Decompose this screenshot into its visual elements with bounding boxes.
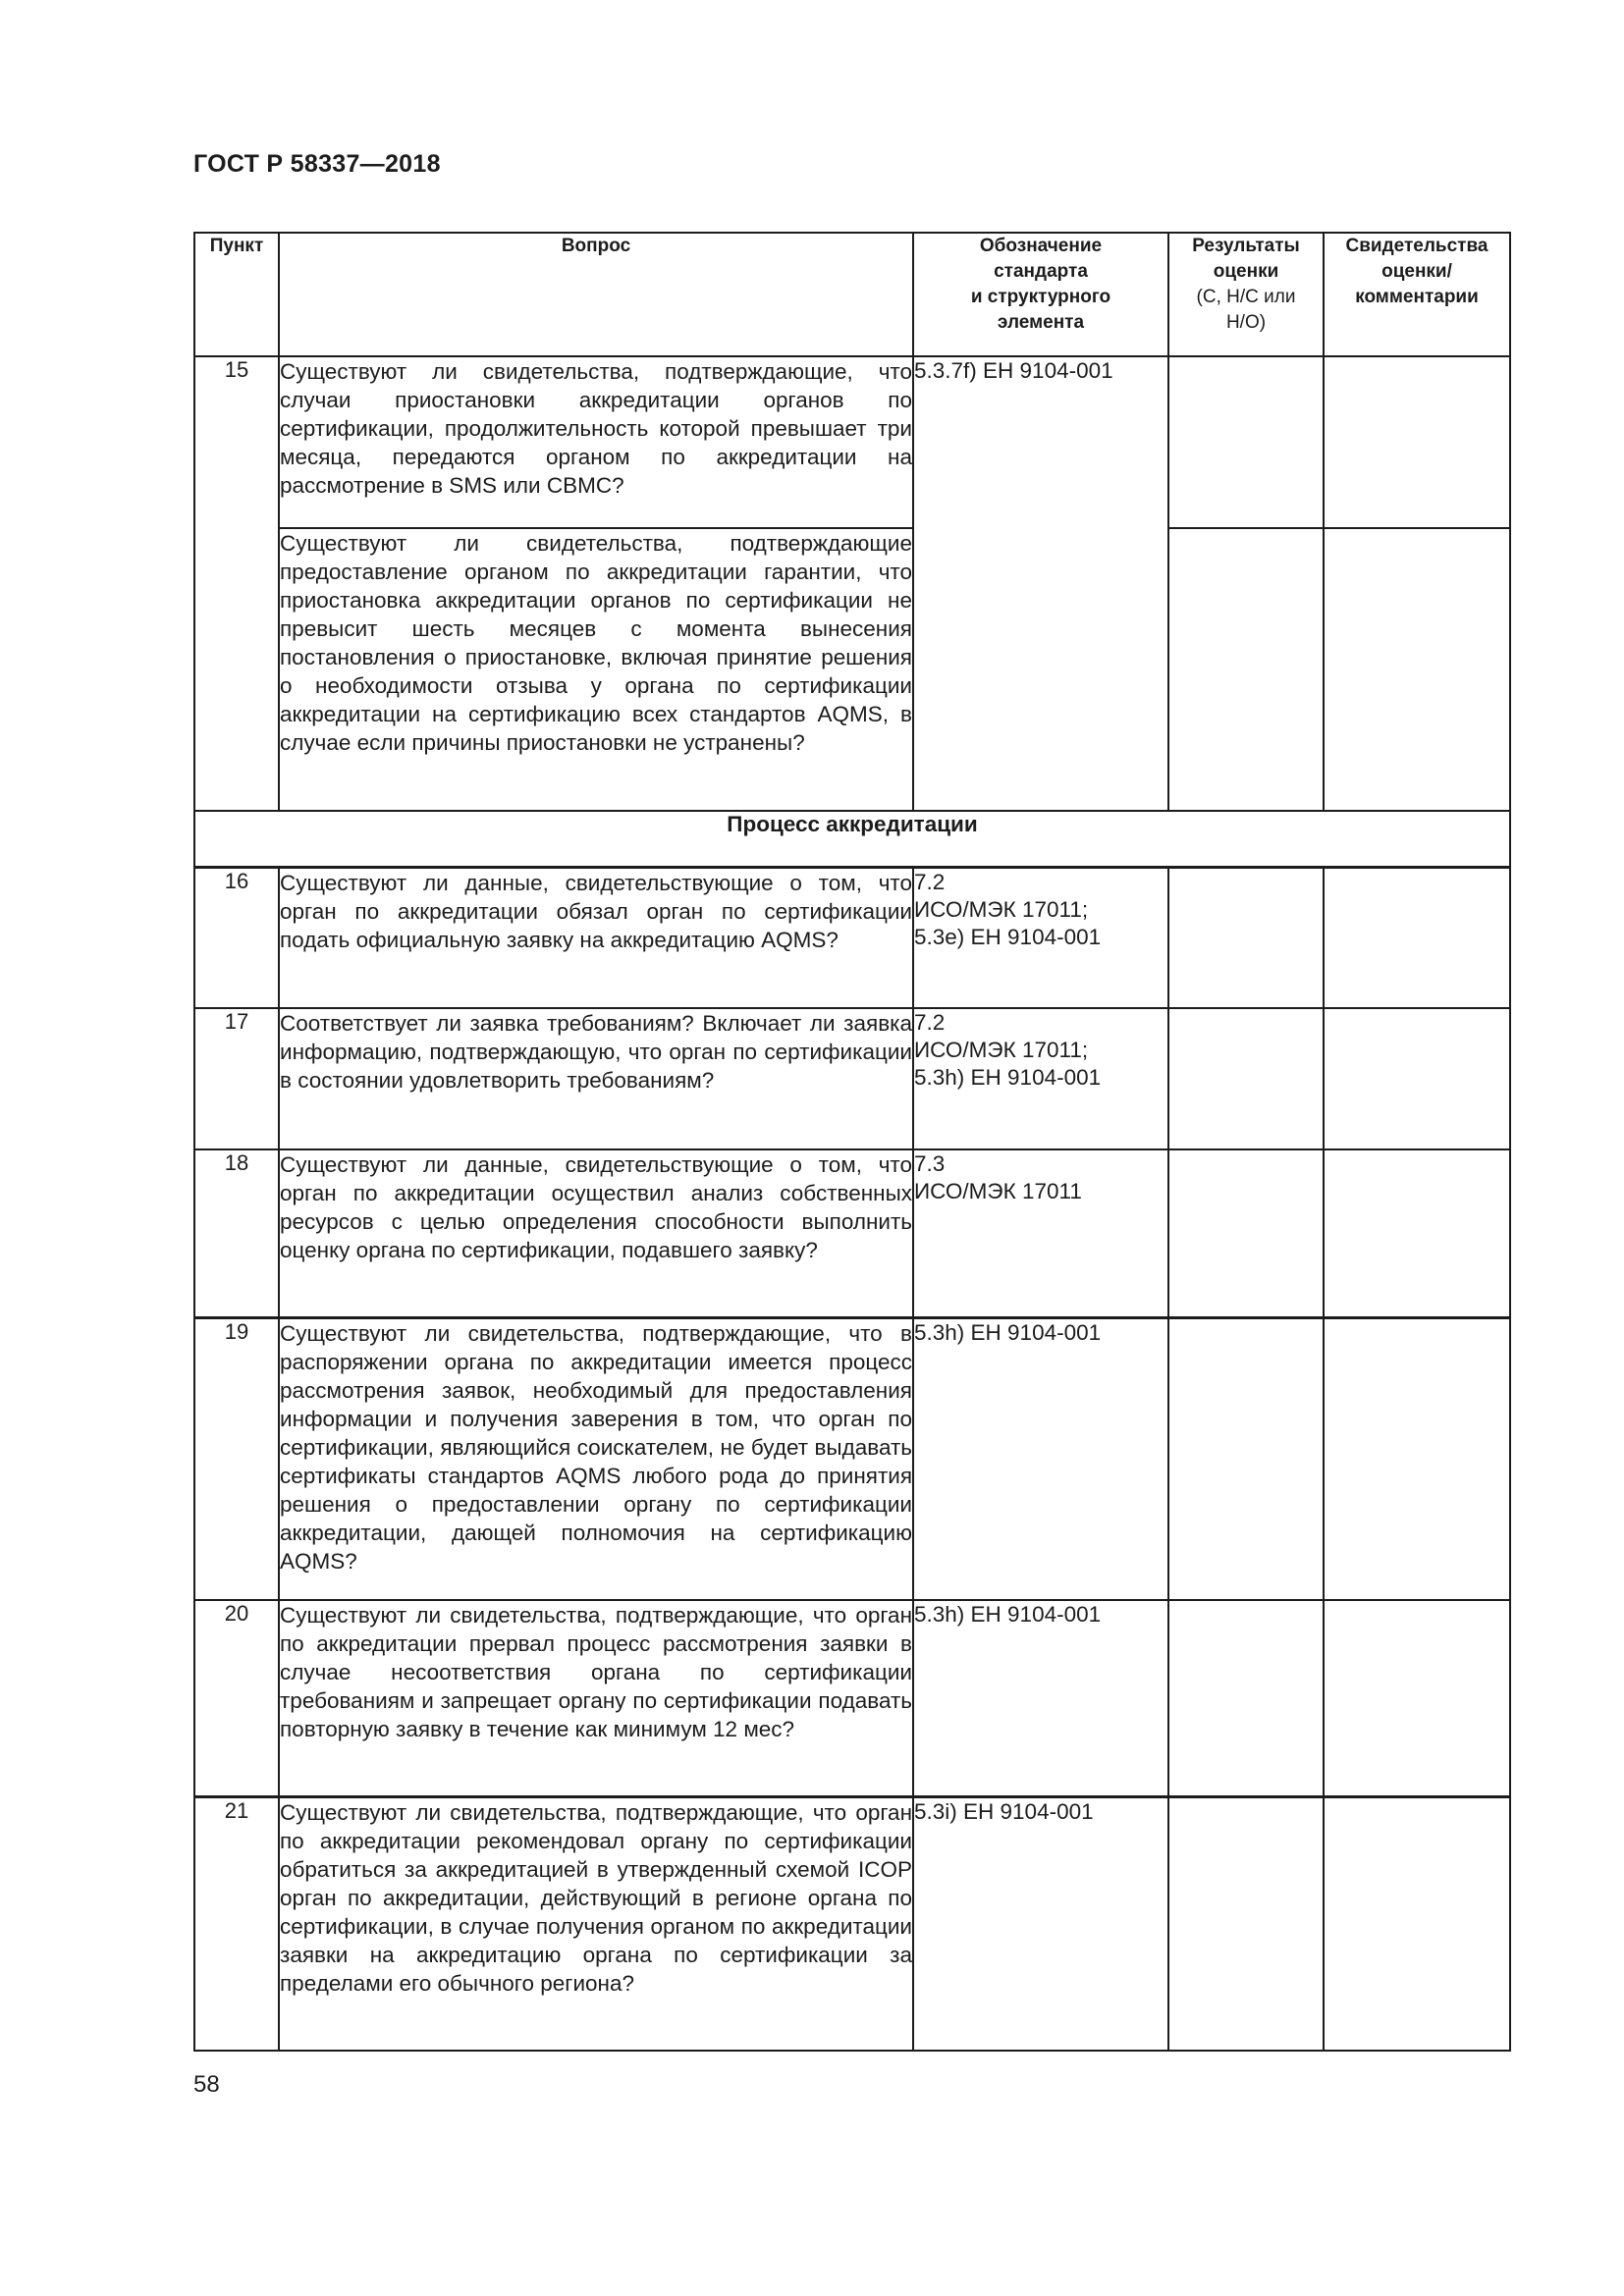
standard-cell (913, 868, 1168, 1008)
row-number: 17 (194, 1008, 279, 1149)
column-header-standard (913, 233, 1168, 356)
table-row (194, 356, 1510, 528)
question-cell: Соответствует ли заявка требованиям? Включает ли заявка информацию, подтверждающую, что орган по сертификации в состоянии удовлетворить требованиям? (279, 1008, 913, 1149)
standard-line: 5.3e) ЕН 9104-001 (914, 925, 1102, 949)
standard-line: 7.2 (914, 1009, 946, 1035)
standard-line: ИСО/МЭК 17011; (914, 897, 1089, 922)
evidence-cell[interactable] (1324, 1149, 1510, 1318)
header-line: оценки (1213, 261, 1279, 282)
standard-line: 5.3h) ЕН 9104-001 (914, 1064, 1102, 1090)
assessment-checklist-table (193, 232, 1511, 2052)
standard-line: 7.3 (914, 1150, 946, 1176)
result-cell[interactable] (1168, 1008, 1324, 1149)
table-row (194, 868, 1510, 1008)
result-cell[interactable] (1168, 356, 1324, 528)
header-line: и структурного (970, 287, 1111, 307)
standard-cell (913, 1797, 1168, 2051)
result-cell[interactable] (1168, 1600, 1324, 1797)
evidence-cell[interactable] (1324, 356, 1510, 528)
document-title: ГОСТ Р 58337—2018 (193, 150, 441, 178)
question-cell: Существуют ли свидетельства, подтверждающие, что случаи приостановки аккредитации органов по сертификации, продолжительность которой превышает три месяца, передаются органом по аккредитации на рассмотрение в SMS или CBMC? (279, 356, 913, 528)
column-header-num: Пункт (194, 233, 279, 356)
table-row (194, 1318, 1510, 1600)
column-header-question: Вопрос (279, 233, 913, 356)
standard-cell (913, 1318, 1168, 1600)
row-number: 19 (194, 1318, 279, 1600)
result-cell[interactable] (1168, 1149, 1324, 1318)
evidence-cell[interactable] (1324, 528, 1510, 811)
question-cell: Существуют ли свидетельства, подтверждающие, что орган по аккредитации прервал процесс рассмотрения заявки в случае несоответствия органа по сертификации требованиям и запрещает органу по сертификации подавать повторную заявку в течение как минимум 12 мес? (279, 1600, 913, 1797)
standard-line: 7.2 (914, 870, 946, 894)
standard-line: 5.3h) ЕН 9104-001 (914, 1320, 1102, 1345)
header-line: стандарта (994, 261, 1088, 282)
question-cell: Существуют ли свидетельства, подтверждающие, что в распоряжении органа по аккредитации имеется процесс рассмотрения заявок, необходимый для предоставления информации и получения заверения в том, что орган по сертификации, являющийся соискателем, не будет выдавать сертификаты стандартов AQMS любого рода до принятия решения о предоставлении органу по сертификации аккредитации, дающей полномочия на сертификацию AQMS? (279, 1318, 913, 1600)
table-row (194, 528, 1510, 811)
row-number: 15 (194, 356, 279, 811)
standard-line: 5.3i) ЕН 9104-001 (914, 1799, 1094, 1824)
question-cell: Существуют ли данные, свидетельствующие о том, что орган по аккредитации обязал орган по сертификации подать официальную заявку на аккредитацию AQMS? (279, 868, 913, 1008)
question-cell: Существуют ли свидетельства, подтверждающие, что орган по аккредитации рекомендовал органу по сертификации обратиться за аккредитацией в утвержденный схемой ICOP орган по аккредитации, действующий в регионе органа по сертификации, в случае получения органом по аккредитации заявки на аккредитацию органа по сертификации за пределами его обычного региона? (279, 1797, 913, 2051)
header-line: элемента (997, 312, 1085, 333)
table-row (194, 1797, 1510, 2051)
evidence-cell[interactable] (1324, 1318, 1510, 1600)
standard-cell (913, 1600, 1168, 1797)
table-row (194, 1008, 1510, 1149)
evidence-cell[interactable] (1324, 1797, 1510, 2051)
result-cell[interactable] (1168, 528, 1324, 811)
standard-line: ИСО/МЭК 17011 (914, 1178, 1082, 1203)
row-number: 18 (194, 1149, 279, 1318)
result-cell[interactable] (1168, 1797, 1324, 2051)
header-line: Свидетельства (1345, 236, 1489, 256)
header-note-line: Н/О) (1225, 312, 1267, 333)
evidence-cell[interactable] (1324, 1008, 1510, 1149)
section-title: Процесс аккредитации (194, 811, 1510, 868)
result-cell[interactable] (1168, 868, 1324, 1008)
header-line: оценки/ (1381, 261, 1452, 282)
question-cell: Существуют ли свидетельства, подтверждающие предоставление органом по аккредитации гарантии, что приостановка аккредитации органов по сертификации не превысит шесть месяцев с момента вынесения постановления о приостановке, включая принятие решения о необходимости отзыва у органа по сертификации аккредитации на сертификацию всех стандартов AQMS, в случае если причины приостановки не устранены? (279, 528, 913, 811)
result-cell[interactable] (1168, 1318, 1324, 1600)
question-cell: Существуют ли данные, свидетельствующие о том, что орган по аккредитации осуществил анализ собственных ресурсов с целью определения способности выполнить оценку органа по сертификации, подавшего заявку? (279, 1149, 913, 1318)
standard-cell (913, 1149, 1168, 1318)
row-number: 21 (194, 1797, 279, 2051)
column-header-results (1168, 233, 1324, 356)
table-row (194, 1149, 1510, 1318)
section-row (194, 811, 1510, 868)
standard-cell (913, 1008, 1168, 1149)
standard-cell: 5.3.7f) ЕН 9104-001 (913, 356, 1168, 811)
column-header-evidence (1324, 233, 1510, 356)
evidence-cell[interactable] (1324, 1600, 1510, 1797)
table-row (194, 1600, 1510, 1797)
standard-line: ИСО/МЭК 17011; (914, 1037, 1089, 1062)
page-number: 58 (193, 2071, 220, 2098)
header-line: Обозначение (979, 236, 1103, 256)
header-note-line: (С, Н/С или (1196, 287, 1296, 307)
table-header-row (194, 233, 1510, 356)
row-number: 20 (194, 1600, 279, 1797)
header-line: комментарии (1355, 287, 1479, 307)
header-line: Результаты (1192, 236, 1300, 256)
row-number: 16 (194, 868, 279, 1008)
standard-line: 5.3h) ЕН 9104-001 (914, 1601, 1102, 1627)
evidence-cell[interactable] (1324, 868, 1510, 1008)
